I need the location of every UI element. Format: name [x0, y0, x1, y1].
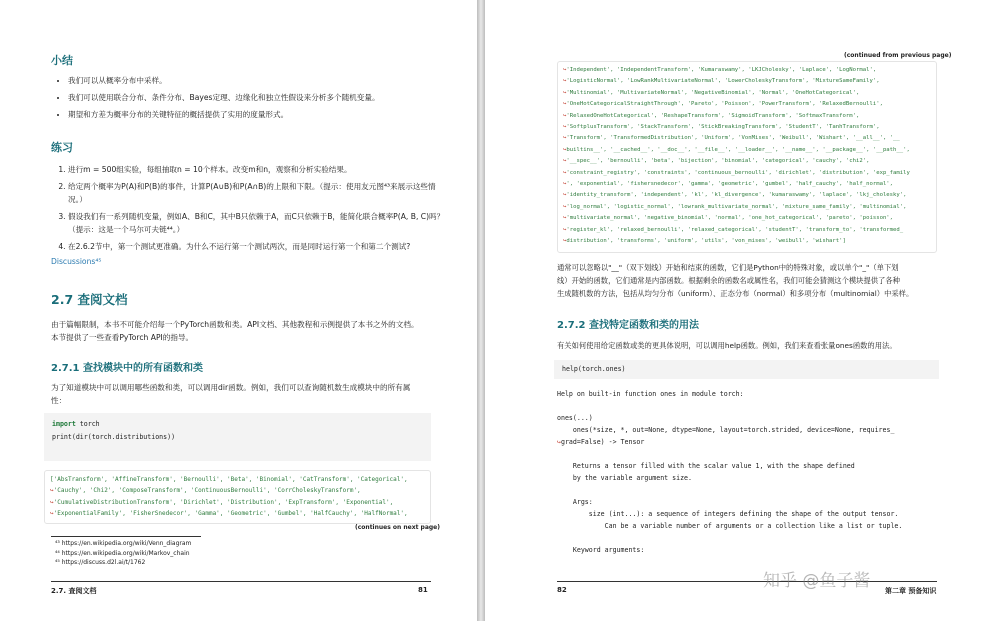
help-output [557, 388, 952, 556]
paragraph-line: 为了知道模块中可以调用哪些函数和类，可以调用dir函数。例如，我们可以查询随机数生成模块中的所有属 [51, 383, 411, 392]
continuation-arrow-icon: ↪ [50, 498, 54, 506]
footnote-link[interactable]: ⁴³ https://en.wikipedia.org/wiki/Venn_diagram [55, 540, 192, 547]
output-line: ↪'Transform', 'TransformedDistribution', 'Uniform', 'VonMises', 'Weibull', 'Wishart', '__all__', '__ [563, 135, 900, 142]
paragraph-line: 生成随机数的方法，包括从均匀分布（uniform）、正态分布（normal）和多项分布（multinomial）中采样。 [557, 289, 914, 298]
continuation-arrow-icon: ↪ [563, 124, 567, 131]
code-cell [44, 413, 431, 461]
watermark: 知乎 @鱼子酱 [763, 571, 871, 591]
paragraph-line: 由于篇幅限制，本书不可能介绍每一个PyTorch函数和类。API文档、其他教程和示例提供了本书之外的文档。 [51, 320, 419, 329]
output-line: ↪'identity_transform', 'independent', 'kl', 'kl_divergence', 'kumaraswamy', 'laplace', 'lkj_cholesky', [563, 192, 907, 199]
output-cell [44, 470, 431, 524]
output-line: ↪'ExponentialFamily', 'FisherSnedecor', 'Gamma', 'Geometric', 'Gumbel', 'HalfCauchy', 'HalfNormal', [50, 510, 408, 518]
footnote-rule [51, 536, 201, 537]
right-page [485, 0, 987, 621]
help-line [557, 400, 952, 412]
output-line: ↪'Independent', 'IndependentTransform', 'Kumaraswamy', 'LKJCholesky', 'Laplace', 'LogNormal', [563, 67, 877, 73]
continuation-arrow-icon: ↪ [50, 487, 54, 495]
continuation-arrow-icon: ↪ [563, 238, 567, 245]
help-line [557, 532, 952, 544]
continuation-arrow-icon: ↪ [563, 215, 567, 222]
continuation-arrow-icon: ↪ [563, 226, 567, 233]
footer-rule [51, 581, 431, 582]
help-line: ↪grad=False) -> Tensor [557, 438, 645, 446]
output-line: ↪'RelaxedOneHotCategorical', 'ReshapeTransform', 'SigmoidTransform', 'SoftmaxTransform', [563, 112, 860, 119]
continues-note: (continues on next page) [355, 524, 440, 531]
summary-item: • 期望和方差为概率分布的关键特征的概括提供了实用的度量形式。 [68, 106, 468, 123]
output-line: ['AbsTransform', 'AffineTransform', 'Bernoulli', 'Beta', 'Binomial', 'CatTransform', 'Categorical', [50, 476, 408, 483]
output-line: ↪'LogisticNormal', 'LowRankMultivariateNormal', 'LowerCholeskyTransform', 'MixtureSameFamily', [563, 78, 880, 85]
help-line: Help on built-in function ones in module torch: [557, 390, 744, 398]
subsection-paragraph: 有关如何使用给定函数或类的更具体说明，可以调用help函数。例如，我们来查看张量ones函数的用法。 [557, 341, 897, 350]
paragraph [557, 261, 942, 300]
continuation-arrow-icon: ↪ [563, 112, 567, 119]
footer-section: 2.7. 查阅文档 [51, 587, 97, 595]
help-line: by the variable argument size. [557, 474, 692, 482]
help-line: Keyword arguments: [557, 546, 645, 554]
output-line: ↪'log_normal', 'logistic_normal', 'lowrank_multivariate_normal', 'mixture_same_family', 'multinomial', [563, 203, 907, 210]
continuation-arrow-icon: ↪ [563, 78, 567, 85]
page-number: 82 [557, 586, 567, 594]
discussions-link[interactable]: Discussions⁴⁵ [51, 257, 102, 266]
summary-item: • 我们可以使用联合分布、条件分布、Bayes定理、边缘化和独立性假设来分析多个随机变量。 [68, 89, 468, 106]
continuation-arrow-icon: ↪ [557, 438, 561, 446]
continuation-arrow-icon: ↪ [563, 203, 567, 210]
output-cell [557, 61, 937, 253]
continued-note: (continued from previous page) [844, 52, 952, 59]
output-line: ↪'CumulativeDistributionTransform', 'Dirichlet', 'Distribution', 'ExpTransform', 'Exponential', [50, 498, 394, 506]
exercise-item: 1. 进行m = 500组实验，每组抽取n = 10个样本。改变m和n，观察和分析实验结果。 [68, 163, 446, 176]
footnotes [55, 539, 191, 568]
section-title: 2.7 查阅文档 [51, 292, 128, 307]
footnote-link[interactable]: ⁴⁵ https://discuss.d2l.ai/t/1762 [55, 559, 146, 566]
continuation-arrow-icon: ↪ [563, 192, 567, 199]
help-line [557, 448, 952, 460]
output-line: ↪'SoftplusTransform', 'StackTransform', 'StickBreakingTransform', 'StudentT', 'TanhTransform', [563, 124, 880, 131]
section-paragraph [51, 318, 431, 344]
exercise-item: 4. 在2.6.2节中，第一个测试更准确。为什么不运行第一个测试两次，而是同时运行第一个和第二个测试? [68, 240, 446, 253]
subsection-paragraph [51, 381, 431, 407]
help-line: ones(...) [557, 414, 593, 422]
footer-rule [557, 581, 937, 582]
help-line: Args: [557, 498, 593, 506]
exercise-item: 3. 假设我们有一系列随机变量，例如A、B和C，其中B只依赖于A，而C只依赖于B，能简化联合概率P(A, B, C)吗？（提示：这是一个马尔可夫链⁴⁴。） [68, 210, 446, 236]
help-line: size (int...): a sequence of integers defining the shape of the output tensor. [557, 510, 899, 518]
paragraph-line: 本节提供了一些查看PyTorch API的指导。 [51, 333, 194, 342]
code-text: torch [75, 420, 100, 428]
left-page [0, 0, 477, 621]
continuation-arrow-icon: ↪ [563, 146, 567, 153]
continuation-arrow-icon: ↪ [563, 158, 567, 165]
output-line: ↪'OneHotCategoricalStraightThrough', 'Pareto', 'Poisson', 'PowerTransform', 'RelaxedBernoulli', [563, 101, 883, 108]
summary-heading: 小结 [51, 54, 73, 67]
output-line: ↪'__spec__', 'bernoulli', 'beta', 'bijection', 'binomial', 'categorical', 'cauchy', 'chi2', [563, 158, 870, 165]
code-cell: help(torch.ones) [554, 360, 939, 379]
continuation-arrow-icon: ↪ [563, 135, 567, 142]
output-line: ↪'Multinomial', 'MultivariateNormal', 'NegativeBinomial', 'Normal', 'OneHotCategorical', [563, 89, 860, 96]
help-line [557, 484, 952, 496]
footer-chapter: 第二章 预备知识 [885, 587, 937, 595]
subsection-title: 2.7.2 查找特定函数和类的用法 [557, 320, 699, 331]
exercise-item: 2. 给定两个概率为P(A)和P(B)的事件，计算P(A∪B)和P(A∩B)的上限和下限。（提示：使用友元图⁴³来展示这些情况。） [68, 180, 446, 206]
continuation-arrow-icon: ↪ [563, 101, 567, 108]
page-number: 81 [418, 586, 428, 594]
continuation-arrow-icon: ↪ [50, 510, 54, 518]
paragraph-line: 线）开始的函数，它们通常是内部函数。根据剩余的函数名或属性名，我们可能会猜测这个模块提供了各种 [557, 276, 900, 285]
footnote-link[interactable]: ⁴⁴ https://en.wikipedia.org/wiki/Markov_chain [55, 549, 190, 557]
output-line: ↪'multivariate_normal', 'negative_binomial', 'normal', 'one_hot_categorical', 'pareto', 'poisson', [563, 215, 894, 222]
code-keyword: import [52, 420, 76, 428]
output-line: ↪builtins__', '__cached__', '__doc__', '__file__', '__loader__', '__name__', '__package__', '__path__', [563, 146, 910, 153]
output-line: ↪'register_kl', 'relaxed_bernoulli', 'relaxed_categorical', 'studentT', 'transform_to', 'transformed_ [563, 226, 904, 233]
continuation-arrow-icon: ↪ [563, 67, 567, 73]
code-text: print(dir(torch.distributions)) [52, 432, 176, 441]
summary-item: • 我们可以从概率分布中采样。 [68, 72, 468, 89]
help-line: ones(*size, *, out=None, dtype=None, layout=torch.strided, device=None, requires_ [557, 426, 895, 434]
output-line: ↪distribution', 'transforms', 'uniform', 'utils', 'von_mises', 'weibull', 'wishart'] [563, 238, 846, 245]
subsection-title: 2.7.1 查找模块中的所有函数和类 [51, 363, 203, 374]
output-line: ↪'constraint_registry', 'constraints', 'continuous_bernoulli', 'dirichlet', 'distribution', 'exp_family [563, 169, 910, 176]
continuation-arrow-icon: ↪ [563, 89, 567, 96]
help-line: Can be a variable number of arguments or a collection like a list or tuple. [557, 522, 903, 530]
exercises-heading: 练习 [51, 141, 73, 154]
output-line: ↪'Cauchy', 'Chi2', 'ComposeTransform', 'ContinuousBernoulli', 'CorrCholeskyTransform', [50, 487, 361, 495]
paragraph-line: 通常可以忽略以"__"（双下划线）开始和结束的函数，它们是Python中的特殊对象，或以单个"_"（单下划 [557, 263, 899, 272]
continuation-arrow-icon: ↪ [563, 169, 567, 176]
output-line: ↪', 'exponential', 'fishersnedecor', 'gamma', 'geometric', 'gumbel', 'half_cauchy', 'half_normal', [563, 181, 894, 188]
help-line: Returns a tensor filled with the scalar value 1, with the shape defined [557, 462, 855, 470]
continuation-arrow-icon: ↪ [563, 181, 567, 188]
summary-list [52, 72, 468, 123]
paragraph-line: 性： [51, 396, 67, 405]
exercises-list [52, 163, 446, 257]
book-gutter [477, 0, 485, 621]
